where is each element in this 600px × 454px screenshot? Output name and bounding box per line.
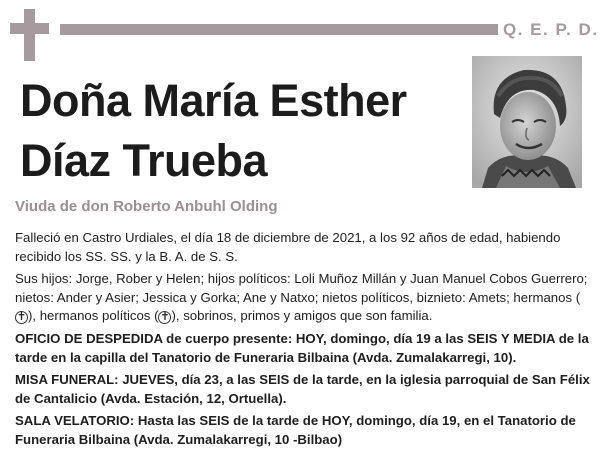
death-notice: Falleció en Castro Urdiales, el día 18 de diciembre de 2021, a los 92 años de edad, habiendo recibido los SS. SS. y la B. A. de S. S. [15, 230, 561, 264]
funeral-mass: MISA FUNERAL: JUEVES, día 23, a las SEIS de la tarde, en la iglesia parroquial de San Félix de Cantalicio (Avda. Estación, 12, Ortuella). [15, 372, 590, 406]
wake-room: SALA VELATORIO: Hasta las SEIS de la tarde de HOY, domingo, día 19, en el Tanatorio de Funeraria Bilbaina (Avda. Zumalakarregi, 10 -Bilbao) [15, 413, 576, 447]
qepd-label: Q. E. P. D. [503, 20, 599, 39]
portrait-photo [472, 56, 582, 188]
farewell-service: OFICIO DE DESPEDIDA de cuerpo presente: HOY, domingo, día 19 a las SEIS Y MEDIA de la tarde en la capilla del Tanatorio de Funeraria Bilbaina (Avda. Zumalakarregi, 10). [15, 330, 589, 365]
deceased-name-line2: Díaz Trueba [20, 135, 268, 186]
deceased-cross-icon: ✝ [16, 311, 27, 324]
family-list [15, 270, 590, 326]
widow-of: Viuda de don Roberto Anbuhl Olding [15, 198, 278, 215]
family-list-part1: Sus hijos: Jorge, Rober y Helen; hijos políticos: Loli Muñoz Millán y Juan Manuel Cobos Guerrero; nietos: Ander y Asier; Jessica y Gorka; Ane y Natxo; nietos políticos, biznieto: Amets; hermanos ( [15, 271, 588, 305]
deceased-name-line1: Doña María Esther [20, 75, 407, 126]
header-rule [60, 24, 498, 35]
deceased-cross-icon: ✝ [160, 311, 170, 324]
family-list-part3: ), sobrinos, primos y amigos que son familia. [171, 308, 433, 324]
obituary-body [15, 229, 590, 454]
latin-cross-icon [10, 9, 49, 61]
family-list-part2: ), hermanos políticos ( [28, 308, 159, 324]
